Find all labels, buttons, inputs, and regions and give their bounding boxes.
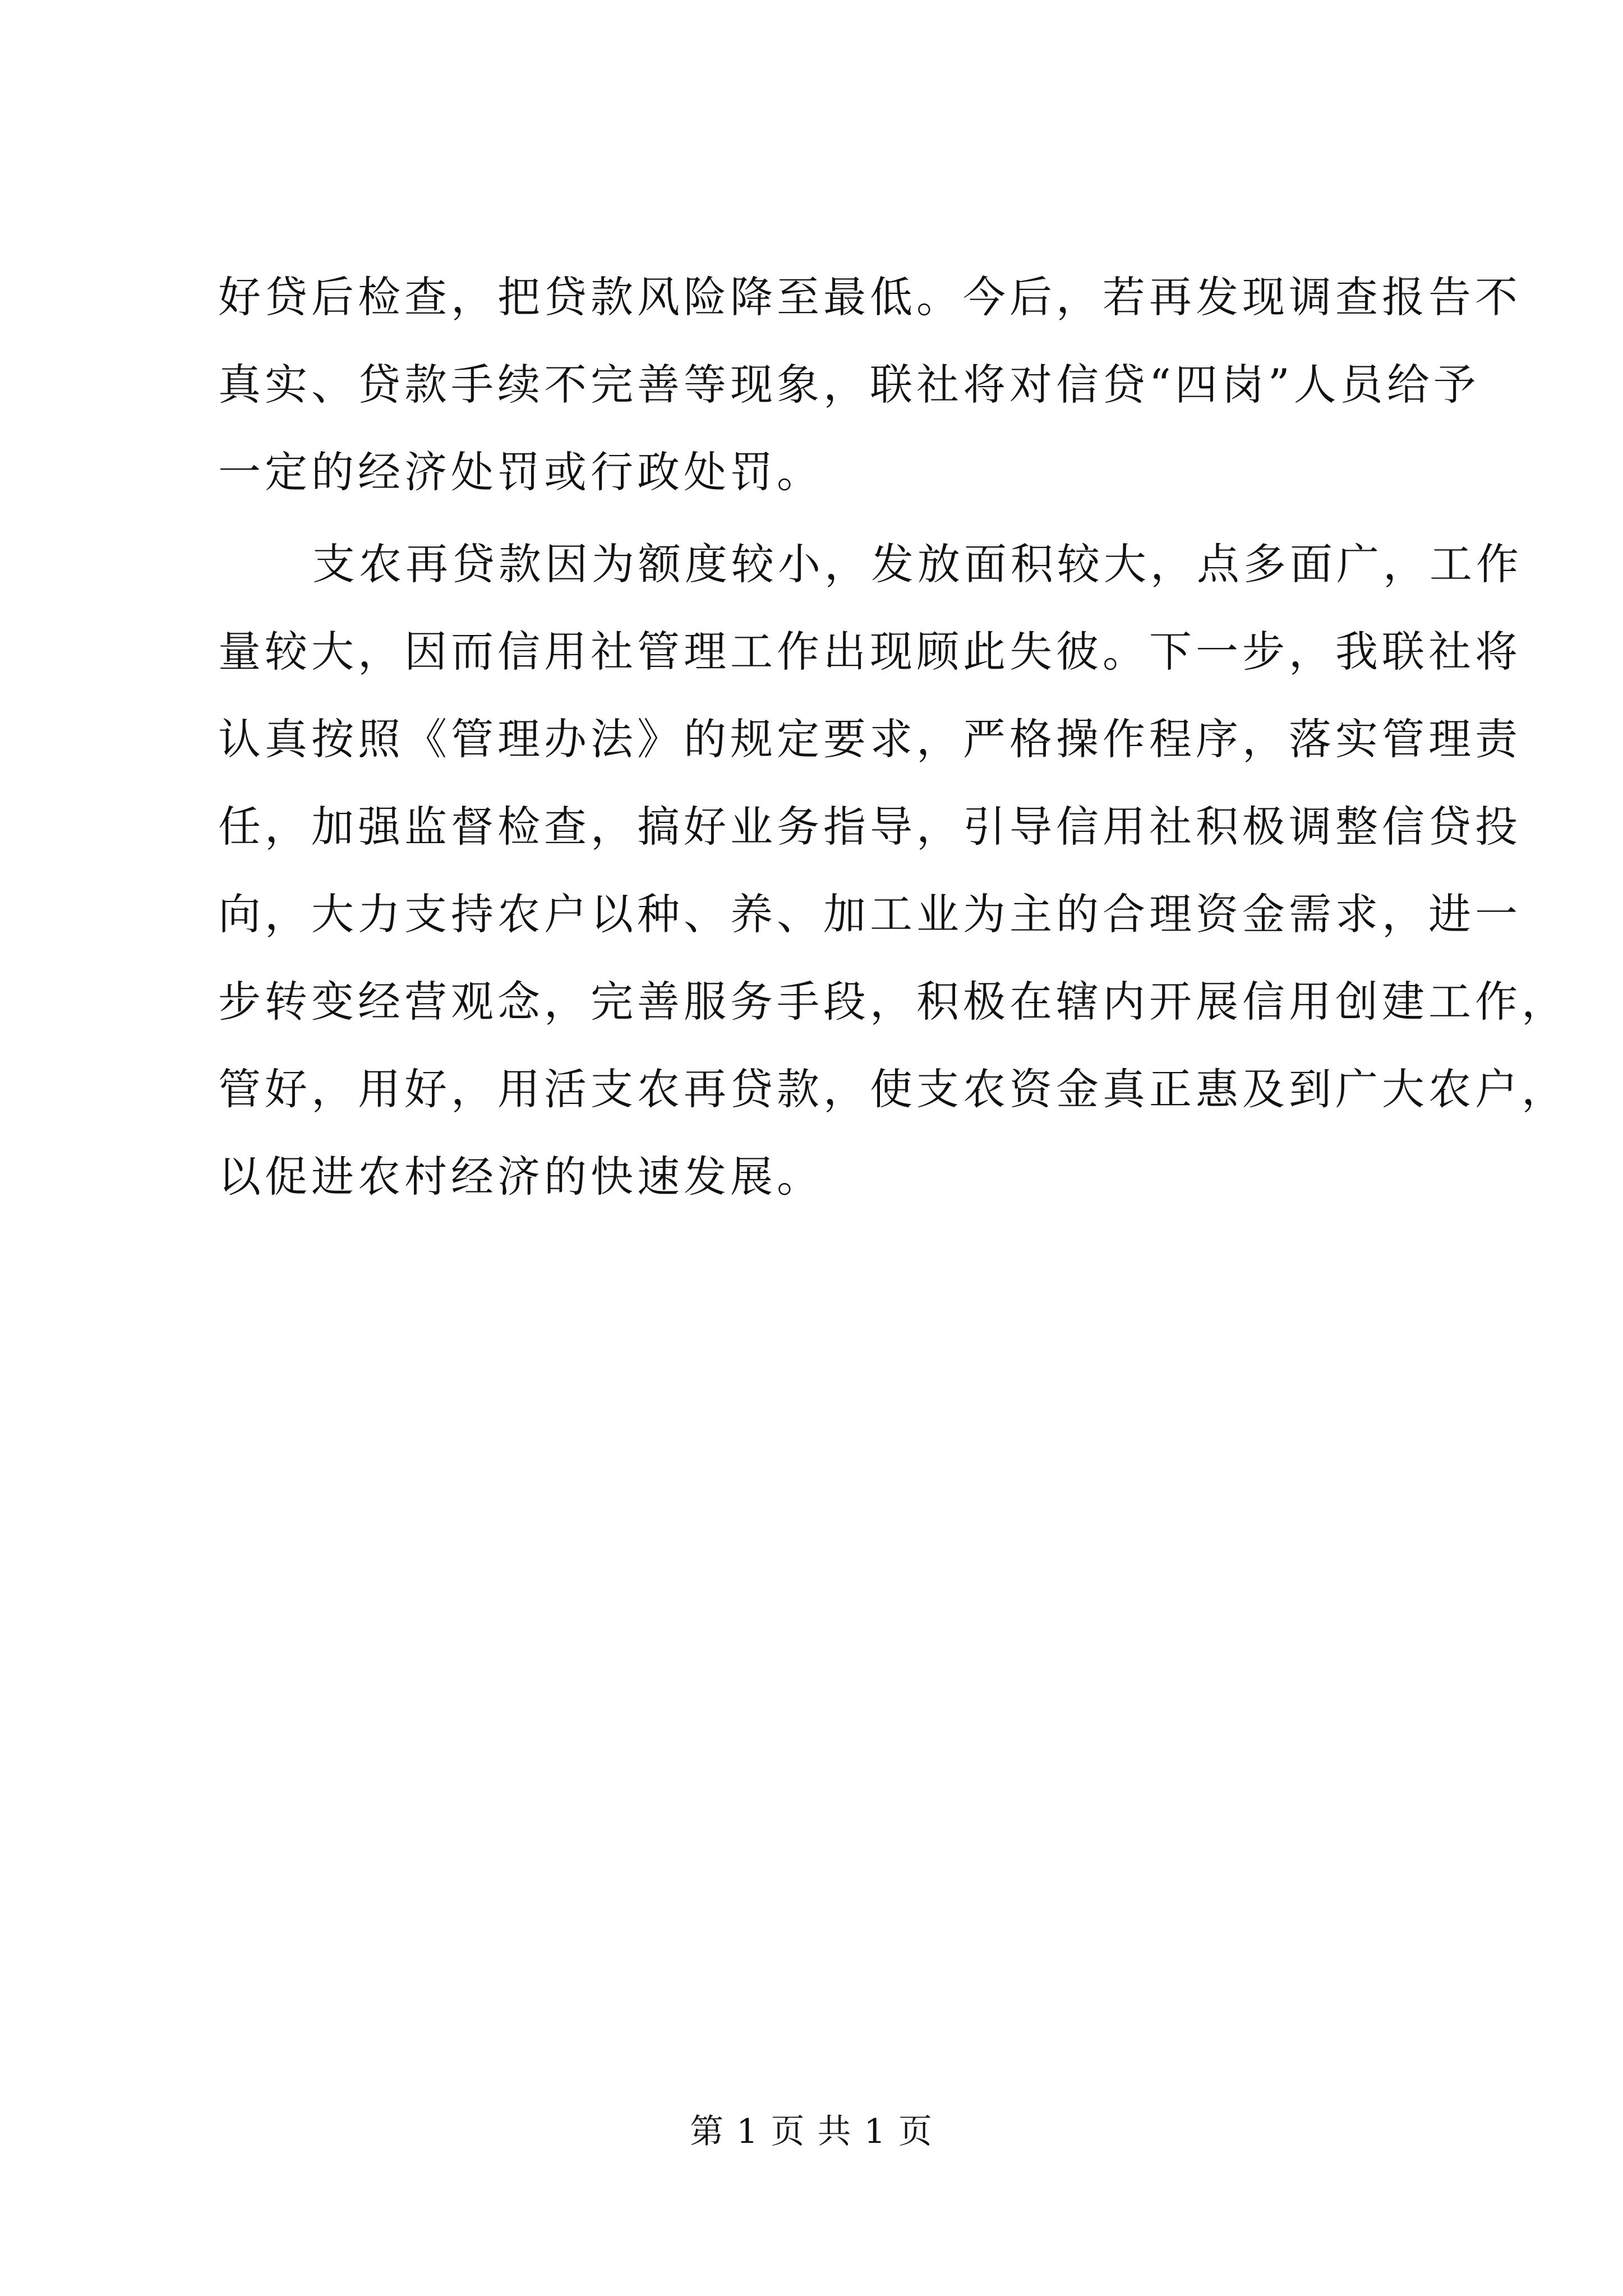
paragraph-line: 支农再贷款因为额度较小，发放面积较大，点多面广，工作 bbox=[312, 539, 1523, 589]
paragraph-line: 步转变经营观念，完善服务手段，积极在辖内开展信用创建工作， bbox=[218, 977, 1568, 1027]
page-number-footer: 第 1 页 共 1 页 bbox=[690, 2112, 933, 2151]
paragraph-line: 量较大，因而信用社管理工作出现顾此失彼。下一步，我联社将 bbox=[218, 627, 1521, 677]
paragraph-line: 向，大力支持农户以种、养、加工业为主的合理资金需求，进一 bbox=[218, 889, 1521, 939]
paragraph-line: 管好，用好，用活支农再贷款，使支农资金真正惠及到广大农户， bbox=[218, 1064, 1568, 1114]
paragraph-line: 一定的经济处罚或行政处罚。 bbox=[218, 447, 823, 497]
paragraph-line: 真实、贷款手续不完善等现象，联社将对信贷“四岗”人员给予 bbox=[218, 360, 1480, 409]
paragraph-line: 任，加强监督检查，搞好业务指导，引导信用社积极调整信贷投 bbox=[218, 802, 1521, 852]
body-text bbox=[218, 254, 1568, 1221]
paragraph-line: 以促进农村经济的快速发展。 bbox=[218, 1152, 823, 1202]
paragraph-line: 好贷后检查，把贷款风险降至最低。今后，若再发现调查报告不 bbox=[218, 272, 1521, 322]
paragraph-line: 认真按照《管理办法》的规定要求，严格操作程序，落实管理责 bbox=[218, 714, 1521, 764]
